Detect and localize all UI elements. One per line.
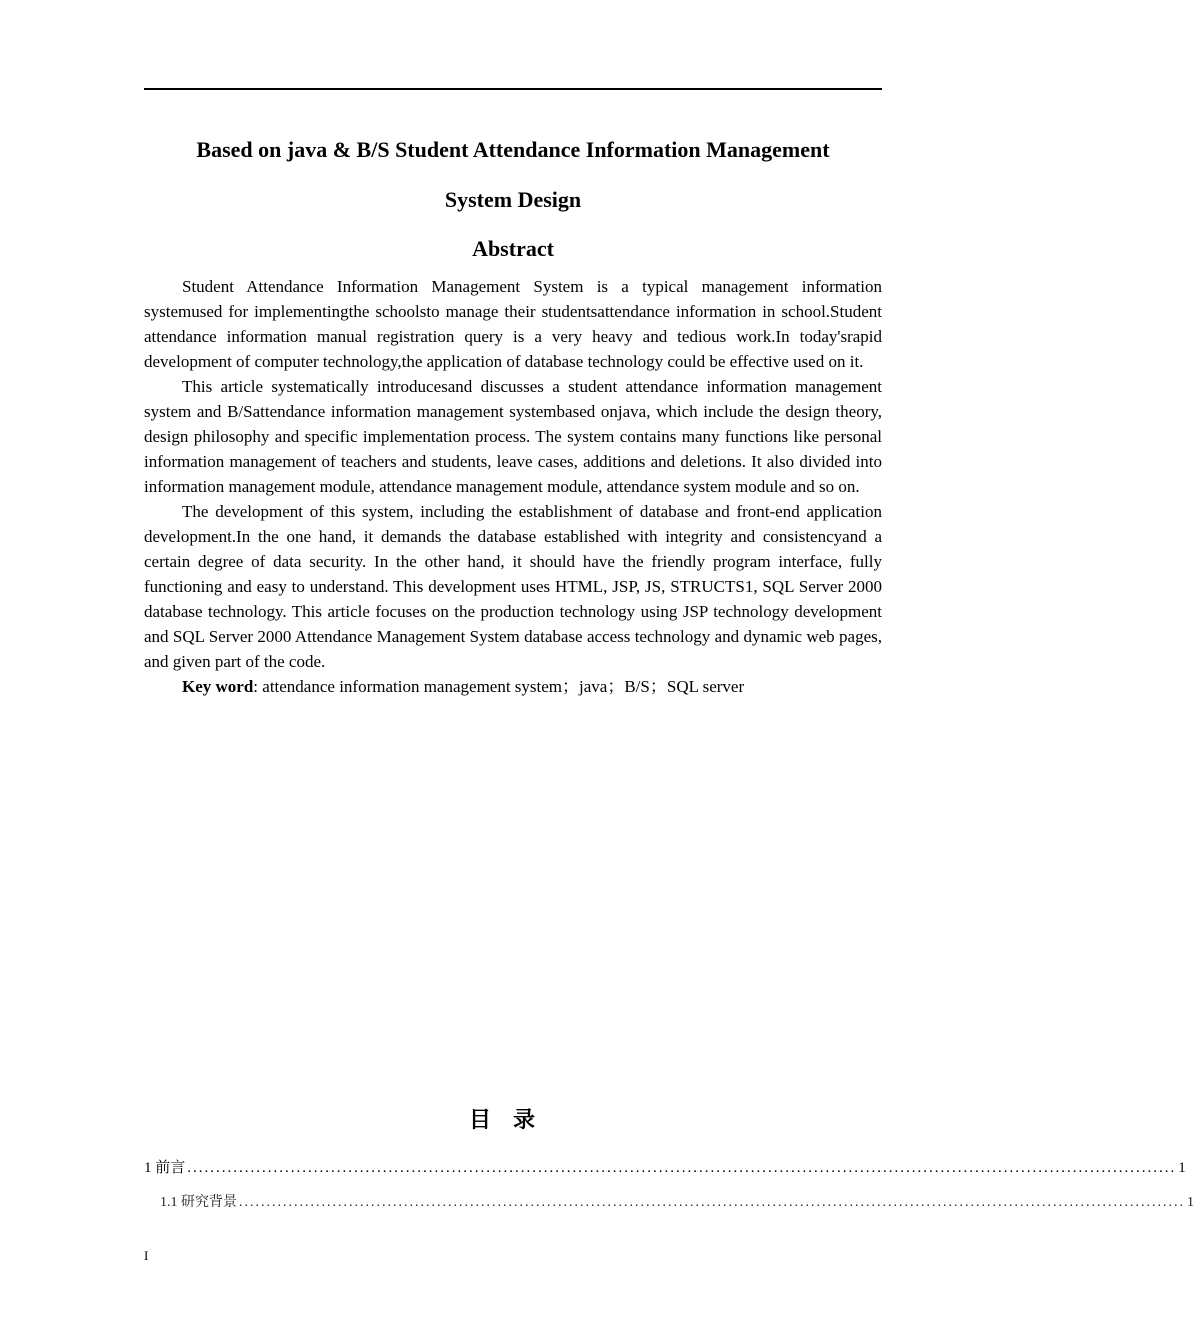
abstract-paragraph-1: Student Attendance Information Management System is a typical management information systemused for implementingthe schoolsto manage their studentsattendance information in school.Student attendance information manual registration query is a very heavy and tedious work.In today'srapid development of computer technology,the application of database technology could be effective used on it. — [144, 277, 882, 371]
keywords — [144, 674, 882, 699]
toc-entry-label: 1.1 研究背景 — [160, 1195, 237, 1210]
toc-heading: 目录 — [468, 1108, 557, 1133]
toc-entry-page: 1 — [1178, 1160, 1186, 1176]
toc-entry-page: 1 — [1187, 1195, 1194, 1210]
toc-leader-dots: ............................................................................................................................................................................ — [187, 1160, 1177, 1176]
toc-entry-research-background[interactable] — [160, 1193, 1194, 1213]
keywords-text: : attendance information management system；java；B/S；SQL server — [253, 677, 745, 696]
abstract-heading: Abstract — [472, 236, 554, 261]
header-rule — [144, 88, 882, 90]
document-title-line-1: Based on java & B/S Student Attendance Information Management — [196, 137, 830, 162]
document-title-line-2: System Design — [444, 187, 582, 212]
toc-entry-label: 1 前言 — [144, 1160, 186, 1176]
abstract-paragraph-3: The development of this system, including the establishment of database and front-end application development.In the one hand, it demands the database established with integrity and consistencyand a certain degree of data security. In the other hand, it should have the friendly program interface, fully functioning and easy to understand. This development uses HTML, JSP, JS, STRUCTS1, SQL Server 2000 database technology. This article focuses on the production technology using JSP technology development and SQL Server 2000 Attendance Management System database access technology and dynamic web pages, and given part of the code. — [144, 502, 882, 671]
keywords-label: Key word — [182, 677, 254, 696]
toc-entry-preface[interactable] — [144, 1157, 1186, 1179]
page-number: I — [144, 1248, 149, 1263]
abstract-paragraph-2: This article systematically introducesand discusses a student attendance information management system and B/Sattendance information management systembased onjava, which include the design theory, design philosophy and specific implementation process. The system contains many functions like personal information management of teachers and students, leave cases, additions and deletions. It also divided into information management module, attendance management module, attendance system module and so on. — [144, 377, 882, 496]
abstract-body — [144, 274, 882, 699]
toc-leader-dots: ............................................................................................................................................................................ — [239, 1195, 1185, 1210]
